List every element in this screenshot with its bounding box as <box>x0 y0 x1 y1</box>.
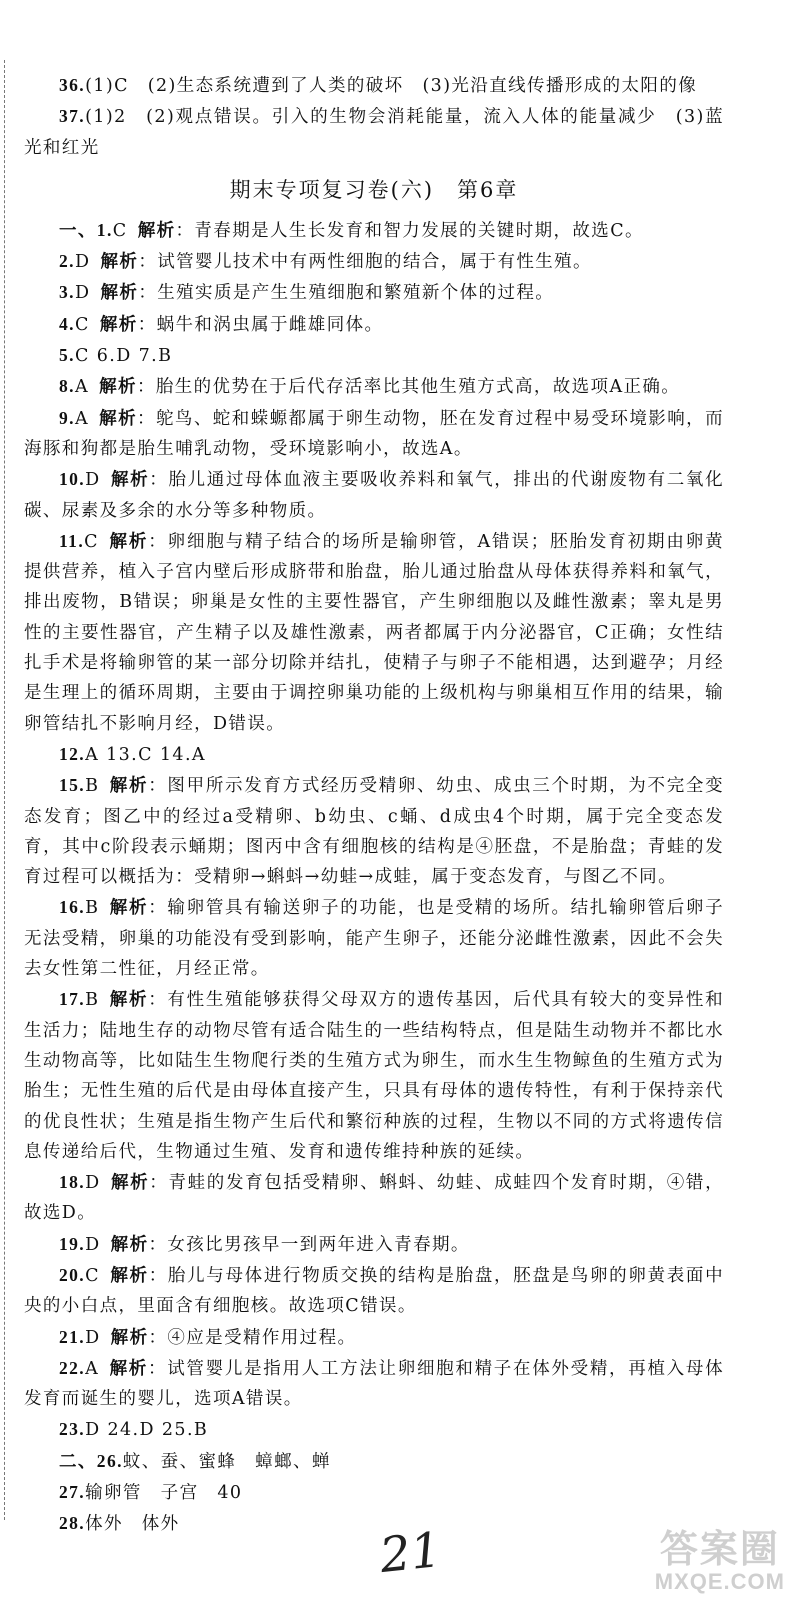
analysis-label: 解析 <box>99 377 137 398</box>
answer-text: ：生殖实质是产生生殖细胞和繁殖新个体的过程。 <box>138 283 555 304</box>
question-number: 10. <box>59 469 86 490</box>
answer-choice: D <box>85 1234 101 1255</box>
answer-item <box>24 1260 724 1322</box>
handwritten-page-number: 21 <box>377 1521 444 1585</box>
answer-choice: B <box>85 898 100 919</box>
answer-item <box>24 1477 724 1508</box>
analysis-label: 解析 <box>99 314 138 335</box>
answer-choice: A <box>85 1358 100 1379</box>
question-number: 36. <box>59 75 86 95</box>
answer-choice: D <box>85 1327 101 1348</box>
question-number: 16. <box>59 897 86 918</box>
answer-37 <box>24 101 724 163</box>
answer-text: ：卵细胞与精子结合的场所是输卵管，A错误；胚胎发育初期由卵黄提供营养，植入子宫内壁后形成脐带和胎盘，胎儿通过胎盘从母体获得养料和氧气，排出废物，B错误；卵巢是女性的主要性器官，产生卵细胞以及雌性激素；睾丸是男性的主要性器官，产生精子以及雄性激素，两者都属于内分泌器官，C正确；女性结扎手术是将输卵管的某一部分切除并结扎，使精子与卵子不能相遇，达到避孕；月经是生理上的循环周期，主要由于调控卵巢功能的上级机构与卵巢相互作用的结果，输卵管结扎不影响月经，D错误。 <box>24 531 724 734</box>
question-number: 15. <box>59 775 86 796</box>
answer-item <box>24 1167 724 1229</box>
answer-sheet <box>24 70 724 1540</box>
analysis-label: 解析 <box>100 283 139 304</box>
answer-choice: C <box>84 531 99 552</box>
answer-text: ：试管婴儿技术中有两性细胞的结合，属于有性生殖。 <box>138 252 592 273</box>
analysis-label: 解析 <box>100 252 139 273</box>
watermark-en: MXQE.COM <box>654 1569 785 1594</box>
question-number: 4. <box>59 313 75 334</box>
question-number: 23. <box>59 1419 86 1440</box>
answer-item <box>24 1446 724 1477</box>
analysis-label: 解析 <box>110 1173 150 1194</box>
question-number: 37. <box>59 106 86 127</box>
answer-list <box>24 215 724 1540</box>
question-number: 5. <box>59 345 75 366</box>
answer-36 <box>24 70 724 101</box>
answer-item <box>24 1414 724 1445</box>
answer-item <box>24 1229 724 1260</box>
answer-item <box>24 464 724 526</box>
analysis-label: 解析 <box>137 220 176 241</box>
answer-choice: C <box>112 220 128 241</box>
answer-text: ：④应是受精作用过程。 <box>148 1327 357 1348</box>
answer-text: ：青蛙的发育包括受精卵、蝌蚪、幼蛙、成蛙四个发育时期，④错，故选D。 <box>24 1173 724 1224</box>
answer-text: (1)2 (2)观点错误。引入的生物会消耗能量，流入人体的能量减少 (3)蓝光和红光 <box>24 107 724 158</box>
answer-text: 24.D 25.B <box>100 1420 209 1441</box>
analysis-label: 解析 <box>110 470 150 491</box>
answer-choice: C <box>85 1265 100 1286</box>
analysis-label: 解析 <box>109 898 149 919</box>
answer-choice: D <box>85 1173 101 1194</box>
answer-item <box>24 309 724 340</box>
question-number: 9. <box>59 407 75 428</box>
binding-edge <box>4 60 5 1520</box>
answer-text: ：试管婴儿是指用人工方法让卵细胞和精子在体外受精，再植入母体发育而诞生的婴儿，选项A错误。 <box>24 1358 724 1410</box>
answer-text: 体外 体外 <box>85 1514 180 1535</box>
analysis-label: 解析 <box>110 1265 149 1286</box>
section-title: 期末专项复习卷(六) 第6章 <box>229 177 519 202</box>
answer-text: (1)C (2)生态系统遭到了人类的破坏 (3)光沿直线传播形成的太阳的像 <box>85 76 698 96</box>
answer-choice: C <box>74 346 90 367</box>
analysis-label: 解析 <box>109 531 149 552</box>
answer-text: 蚊、蚕、蜜蜂 蟑螂、蝉 <box>122 1451 331 1472</box>
answer-item <box>24 526 724 739</box>
answer-text: ：青春期是人生长发育和智力发展的关键时期，故选C。 <box>175 220 644 241</box>
answer-text: ：胎儿通过母体血液主要吸收养料和氧气，排出的代谢废物有二氧化碳、尿素及多余的水分等多种物质。 <box>24 470 724 521</box>
question-number: 3. <box>59 282 75 303</box>
question-number: 28. <box>59 1513 86 1534</box>
answer-item <box>24 215 724 246</box>
answer-text: ：胎儿与母体进行物质交换的结构是胎盘，胚盘是鸟卵的卵黄表面中央的小白点，里面含有细胞核。故选项C错误。 <box>24 1265 724 1317</box>
answer-item <box>24 1322 724 1353</box>
answer-choice: A <box>74 377 89 398</box>
answer-item <box>24 739 724 770</box>
answer-text: 6.D 7.B <box>89 346 173 367</box>
answer-text: 输卵管 子宫 40 <box>85 1483 243 1504</box>
answer-choice: D <box>85 470 101 491</box>
question-number: 11. <box>59 530 85 551</box>
answer-item <box>24 403 724 465</box>
analysis-label: 解析 <box>110 1234 149 1255</box>
analysis-label: 解析 <box>109 776 149 797</box>
question-number: 21. <box>59 1326 86 1347</box>
answer-item <box>24 770 724 892</box>
answer-text: ：输卵管具有输送卵子的功能，也是受精的场所。结扎输卵管后卵子无法受精，卵巢的功能没有受到影响，能产生卵子，还能分泌雌性激素，因此不会失去女性第二性征，月经正常。 <box>24 898 724 980</box>
answer-choice: B <box>85 990 100 1011</box>
answer-item <box>24 1508 724 1539</box>
answer-text: ：有性生殖能够获得父母双方的遗传基因，后代具有较大的变异性和生活力；陆地生存的动物尽管有适合陆生的一些结构特点，但是陆生动物并不都比水生动物高等，比如陆生生物爬行类的生殖方式为卵生，而水生生物鲸鱼的生殖方式为胎生；无性生殖的后代是由母体直接产生，只具有母体的遗传特性，有利于保持亲代的优良性状；生殖是指生物产生后代和繁衍种族的过程，生物以不同的方式将遗传信息传递给后代，生物通过生殖、发育和遗传维持种族的延续。 <box>24 990 724 1162</box>
question-number: 17. <box>59 989 86 1010</box>
answer-choice: A <box>74 408 89 429</box>
answer-choice: D <box>85 1420 101 1441</box>
answer-item <box>24 246 724 277</box>
answer-text: ：鸵鸟、蛇和蝾螈都属于卵生动物，胚在发育过程中易受环境影响，而海豚和狗都是胎生哺乳动物，受环境影响小，故选A。 <box>24 408 724 459</box>
question-number: 8. <box>59 376 75 397</box>
question-number: 20. <box>59 1264 86 1285</box>
answer-item <box>24 371 724 402</box>
question-number: 2. <box>59 251 75 272</box>
analysis-label: 解析 <box>99 408 138 429</box>
answer-text: ：蜗牛和涡虫属于雌雄同体。 <box>137 314 384 335</box>
answer-text: ：图甲所示发育方式经历受精卵、幼虫、成虫三个时期，为不完全变态发育；图乙中的经过a受精卵、b幼虫、c蛹、d成虫4个时期，属于完全变态发育，其中c阶段表示蛹期；图丙中含有细胞核的结构是④胚盘，不是胎盘；青蛙的发育过程可以概括为：受精卵→蝌蚪→幼蛙→成蛙，属于变态发育，与图乙不同。 <box>24 776 724 888</box>
analysis-label: 解析 <box>109 1358 149 1379</box>
answer-item <box>24 984 724 1167</box>
answer-choice: D <box>74 283 91 304</box>
question-number: 12. <box>59 743 86 764</box>
answer-item <box>24 277 724 308</box>
answer-text: ：胎生的优势在于后代存活率比其他生殖方式高，故选项A正确。 <box>136 377 681 398</box>
answer-text: 13.C 14.A <box>99 744 206 765</box>
watermark-cn: 答案圈 <box>659 1529 780 1571</box>
question-number: 27. <box>59 1482 86 1503</box>
answer-text: ：女孩比男孩早一到两年进入青春期。 <box>148 1234 470 1255</box>
question-number: 22. <box>59 1357 86 1378</box>
watermark-logo <box>655 1530 785 1594</box>
answer-item <box>24 892 724 984</box>
answer-item <box>24 1353 724 1415</box>
answer-item <box>24 340 724 371</box>
question-number: 19. <box>59 1233 86 1254</box>
answer-choice: B <box>85 776 100 797</box>
answer-choice: D <box>74 252 91 273</box>
question-number: 二、26. <box>59 1450 123 1471</box>
question-number: 一、1. <box>59 219 113 240</box>
answer-choice: A <box>85 744 100 765</box>
answer-choice: C <box>74 314 90 335</box>
analysis-label: 解析 <box>109 990 149 1011</box>
question-number: 18. <box>59 1172 86 1193</box>
analysis-label: 解析 <box>110 1327 149 1348</box>
